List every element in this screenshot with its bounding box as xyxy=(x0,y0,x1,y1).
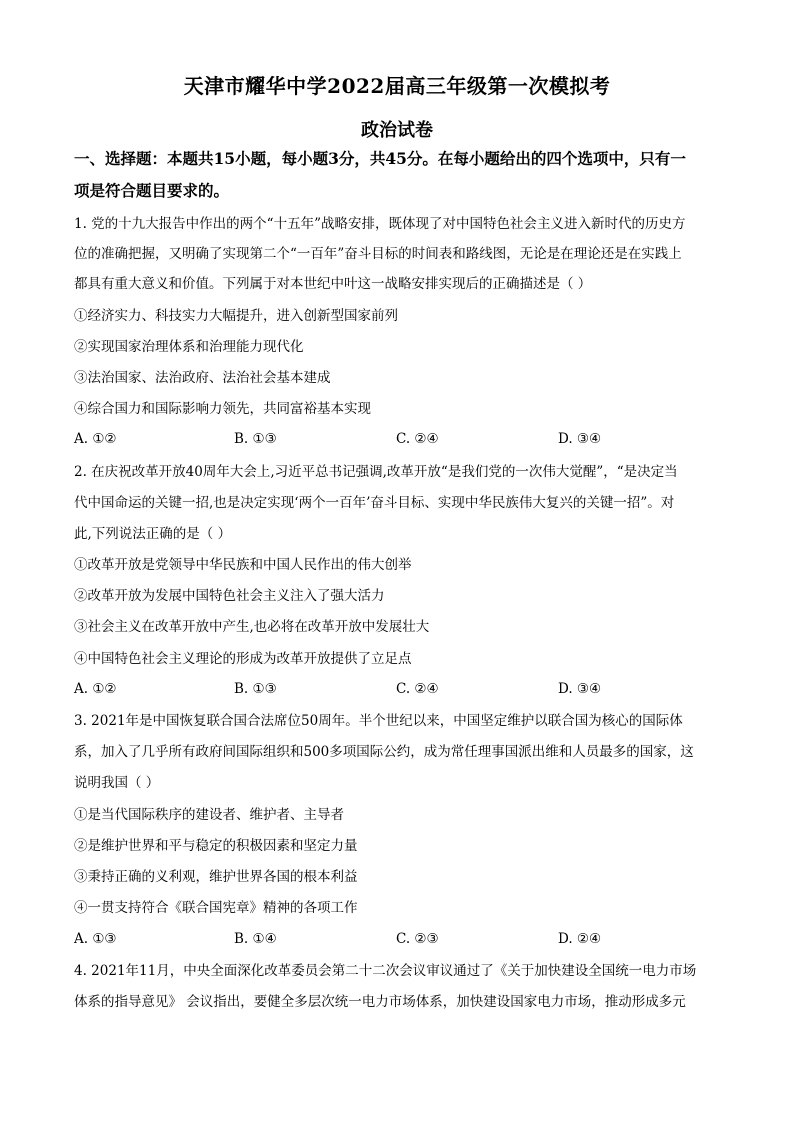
option-c: C. ②③ xyxy=(396,931,439,947)
option-d: D. ②④ xyxy=(558,931,602,947)
question-1-stem-line: 1. 党的十九大报告中作出的两个“十五年”战略安排，既体现了对中国特色社会主义进入新时代的历史方 xyxy=(74,216,686,232)
question-1-stem-line: 位的准确把握，又明确了实现第二个“一百年”奋斗目标的时间表和路线图，无论是在理论还是在实践上 xyxy=(74,246,682,262)
question-1-stem-line: 都具有重大意义和价值。下列属于对本世纪中叶这一战略安排实现后的正确描述是（ ） xyxy=(74,276,592,292)
question-2-stem-line: 此,下列说法正确的是（ ） xyxy=(74,526,232,542)
question-3-stem-line: 说明我国（ ） xyxy=(74,775,160,791)
section-instruction-line: 一、选择题：本题共15小题，每小题3分，共45分。在每小题给出的四个选项中，只有一 xyxy=(74,149,686,168)
option-c: C. ②④ xyxy=(396,681,439,697)
option-b: B. ①④ xyxy=(234,931,277,947)
question-3-options xyxy=(74,929,734,949)
option-b: B. ①③ xyxy=(234,681,277,697)
question-1-item: ①经济实力、科技实力大幅提升，进入创新型国家前列 xyxy=(74,308,398,324)
question-2-stem-line: 代中国命运的关键一招,也是决定实现‘两个一百年’奋斗目标、实现中华民族伟大复兴的关键一招”。对 xyxy=(74,495,675,511)
question-1-item: ③法治国家、法治政府、法治社会基本建成 xyxy=(74,370,331,386)
question-3-stem-line: 3. 2021年是中国恢复联合国合法席位50周年。半个世纪以来，中国坚定维护以联合国为核心的国际体 xyxy=(74,713,683,729)
question-3-item: ①是当代国际秩序的建设者、维护者、主导者 xyxy=(74,807,344,823)
option-a: A. ①② xyxy=(74,431,117,447)
option-a: A. ①③ xyxy=(74,931,117,947)
question-3-item: ④一贯支持符合《联合国宪章》精神的各项工作 xyxy=(74,900,358,916)
question-3-stem-line: 系，加入了几乎所有政府间国际组织和500多项国际公约，成为常任理事国派出维和人员最多的国家，这 xyxy=(74,744,694,760)
question-3-item: ②是维护世界和平与稳定的积极因素和坚定力量 xyxy=(74,838,358,854)
option-c: C. ②④ xyxy=(396,431,439,447)
option-a: A. ①② xyxy=(74,681,117,697)
option-d: D. ③④ xyxy=(558,431,602,447)
question-3-item: ③秉持正确的义利观，维护世界各国的根本利益 xyxy=(74,869,358,885)
question-2-item: ③社会主义在改革开放中产生,也必将在改革开放中发展壮大 xyxy=(74,619,430,635)
question-1-options xyxy=(74,429,734,449)
option-d: D. ③④ xyxy=(558,681,602,697)
exam-subtitle: 政治试卷 xyxy=(361,120,433,141)
section-instruction-line: 项是符合题目要求的。 xyxy=(74,181,230,200)
question-4-stem-line: 4. 2021年11月，中央全面深化改革委员会第二十二次会议审议通过了《关于加快建设全国统一电力市场 xyxy=(74,963,697,979)
question-1-item: ②实现国家治理体系和治理能力现代化 xyxy=(74,339,304,355)
question-2-item: ①改革开放是党领导中华民族和中国人民作出的伟大创举 xyxy=(74,557,412,573)
exam-title: 天津市耀华中学2022届高三年级第一次模拟考 xyxy=(183,74,611,98)
question-2-item: ②改革开放为发展中国特色社会主义注入了强大活力 xyxy=(74,588,385,604)
question-2-item: ④中国特色社会主义理论的形成为改革开放提供了立足点 xyxy=(74,651,412,667)
option-b: B. ①③ xyxy=(234,431,277,447)
question-2-stem-line: 2. 在庆祝改革开放40周年大会上,习近平总书记强调,改革开放“是我们党的一次伟大觉醒”，“是决定当 xyxy=(74,464,678,480)
question-2-options xyxy=(74,679,734,699)
section-instructions xyxy=(74,143,734,207)
question-4-stem-line: 体系的指导意见》 会议指出，要健全多层次统一电力市场体系，加快建设国家电力市场，推动形成多元 xyxy=(74,994,686,1010)
question-1-item: ④综合国力和国际影响力领先，共同富裕基本实现 xyxy=(74,401,371,417)
